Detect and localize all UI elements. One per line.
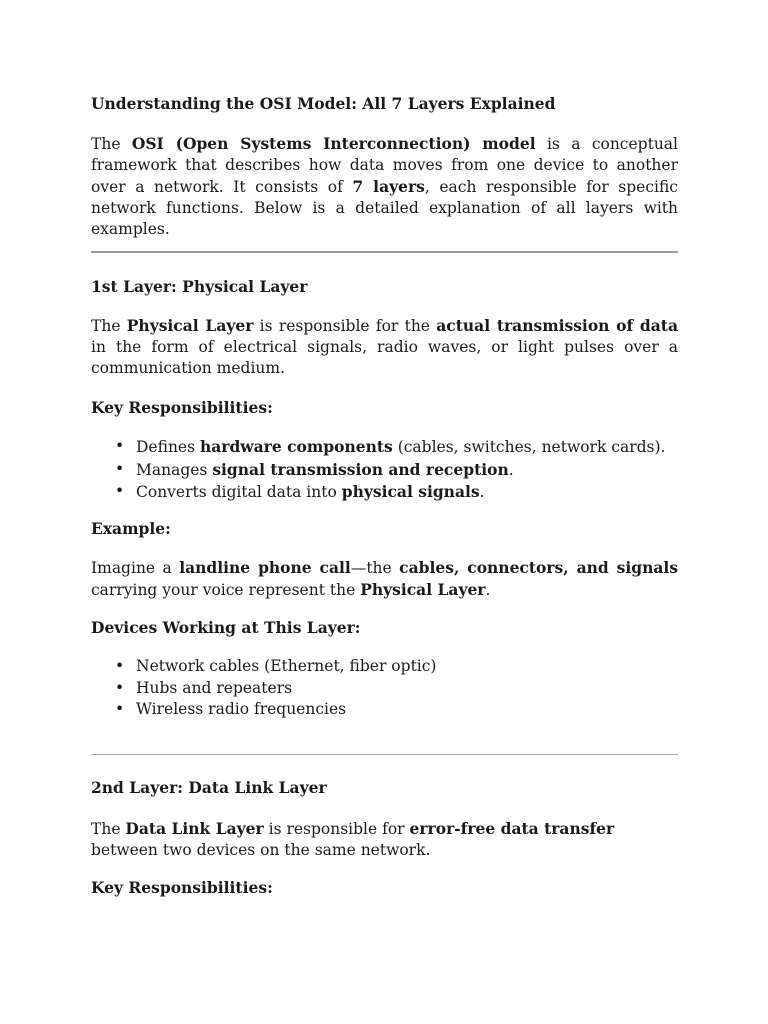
layer1-example-heading: Example: [91,519,171,538]
layer1-devices-list [91,656,678,721]
layer1-responsibilities-heading: Key Responsibilities: [91,398,273,417]
layer1-responsibilities-list [91,436,678,504]
list-item: • Defines hardware components (cables, switches, network cards). [91,436,678,459]
list-item: • Hubs and repeaters [91,678,678,700]
list-item: • Manages signal transmission and reception. [91,459,678,482]
page-title: Understanding the OSI Model: All 7 Layers Explained [91,94,556,113]
layer1-devices-heading: Devices Working at This Layer: [91,618,361,637]
list-item: • Wireless radio frequencies [91,699,678,721]
layer2-responsibilities-heading: Key Responsibilities: [91,878,273,897]
layer2-heading: 2nd Layer: Data Link Layer [91,778,327,797]
section-divider [91,754,678,755]
layer2-description: The Data Link Layer is responsible for error-free data transfer between two devices on the same network. [91,819,615,859]
layer1-description: The Physical Layer is responsible for the actual transmission of data in the form of electrical signals, radio waves, or light pulses over a communication medium. [91,316,678,377]
layer1-heading: 1st Layer: Physical Layer [91,277,308,296]
list-item: • Network cables (Ethernet, fiber optic) [91,656,678,678]
section-divider [91,251,678,253]
list-item: • Converts digital data into physical signals. [91,481,678,504]
intro-paragraph: The OSI (Open Systems Interconnection) model is a conceptual framework that describes how data moves from one device to another over a network. It consists of 7 layers, each responsible for specific network functions. Below is a detailed explanation of all layers with examples. [91,134,678,238]
layer1-example-paragraph: Imagine a landline phone call—the cables, connectors, and signals carrying your voice represent the Physical Layer. [91,558,679,599]
